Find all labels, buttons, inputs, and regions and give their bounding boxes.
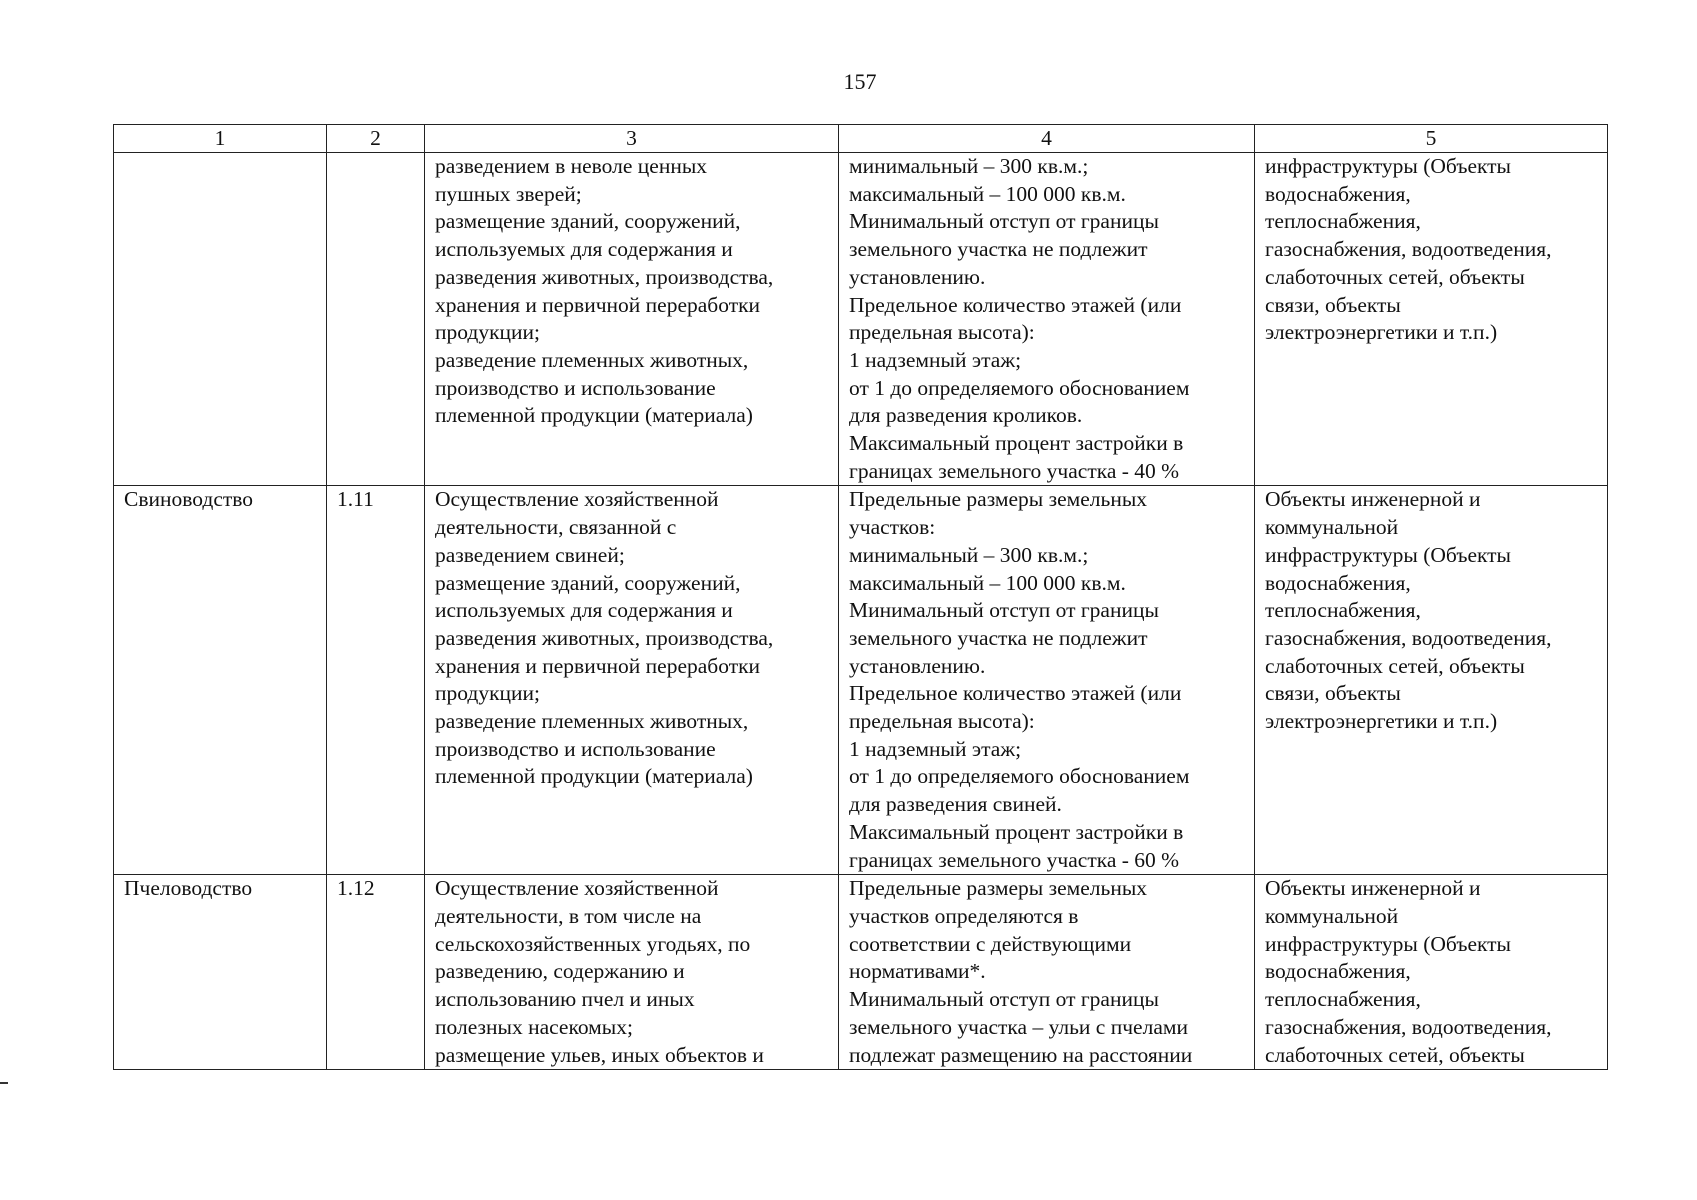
- column-header-5: 5: [1255, 125, 1608, 153]
- activity-name-cell: [114, 153, 327, 486]
- page-number: 157: [843, 69, 877, 94]
- activity-code-cell: 1.12: [327, 875, 425, 1070]
- table-row: [114, 153, 1608, 486]
- parameters-cell: Предельные размеры земельных участков: минимальный – 300 кв.м.; максимальный – 100 000 кв.м. Минимальный отступ от границы земельного участка не подлежит установлению. Предельное количество этажей (или предельная высота): 1 надземный этаж; от 1 до определяемого обоснованием для разведения свиней. Максимальный процент застройки в границах земельного участка - 60 %: [839, 486, 1255, 875]
- activity-description-cell: Осуществление хозяйственной деятельности, в том числе на сельскохозяйственных угодьях, по разведению, содержанию и использованию пчел и иных полезных насекомых; размещение ульев, иных объектов и: [425, 875, 839, 1070]
- parameters-cell: Предельные размеры земельных участков определяются в соответствии с действующими нормативами*. Минимальный отступ от границы земельного участка – ульи с пчелами подлежат размещению на расстоянии: [839, 875, 1255, 1070]
- activity-name-cell: Свиноводство: [114, 486, 327, 875]
- activity-code-cell: [327, 153, 425, 486]
- scan-edge-mark: [0, 1082, 8, 1084]
- activity-name-cell: Пчеловодство: [114, 875, 327, 1070]
- auxiliary-uses-cell: Объекты инженерной и коммунальной инфраструктуры (Объекты водоснабжения, теплоснабжения, газоснабжения, водоотведения, слаботочных сетей, объекты связи, объекты электроэнергетики и т.п.): [1255, 486, 1608, 875]
- table-header-row: [114, 125, 1608, 153]
- auxiliary-uses-cell: инфраструктуры (Объекты водоснабжения, теплоснабжения, газоснабжения, водоотведения, слаботочных сетей, объекты связи, объекты электроэнергетики и т.п.): [1255, 153, 1608, 486]
- auxiliary-uses-cell: Объекты инженерной и коммунальной инфраструктуры (Объекты водоснабжения, теплоснабжения, газоснабжения, водоотведения, слаботочных сетей, объекты: [1255, 875, 1608, 1070]
- activity-description-cell: разведением в неволе ценных пушных зверей; размещение зданий, сооружений, используемых для содержания и разведения животных, производства, хранения и первичной переработки продукции; разведение племенных животных, производство и использование племенной продукции (материала): [425, 153, 839, 486]
- activity-description-cell: Осуществление хозяйственной деятельности, связанной с разведением свиней; размещение зданий, сооружений, используемых для содержания и разведения животных, производства, хранения и первичной переработки продукции; разведение племенных животных, производство и использование племенной продукции (материала): [425, 486, 839, 875]
- table-row: [114, 875, 1608, 1070]
- activity-code-cell: 1.11: [327, 486, 425, 875]
- column-header-2: 2: [327, 125, 425, 153]
- column-header-1: 1: [114, 125, 327, 153]
- column-header-3: 3: [425, 125, 839, 153]
- parameters-cell: минимальный – 300 кв.м.; максимальный – 100 000 кв.м. Минимальный отступ от границы земельного участка не подлежит установлению. Предельное количество этажей (или предельная высота): 1 надземный этаж; от 1 до определяемого обоснованием для разведения кроликов. Максимальный процент застройки в границах земельного участка - 40 %: [839, 153, 1255, 486]
- land-use-table: [113, 124, 1608, 1070]
- column-header-4: 4: [839, 125, 1255, 153]
- table-row: [114, 486, 1608, 875]
